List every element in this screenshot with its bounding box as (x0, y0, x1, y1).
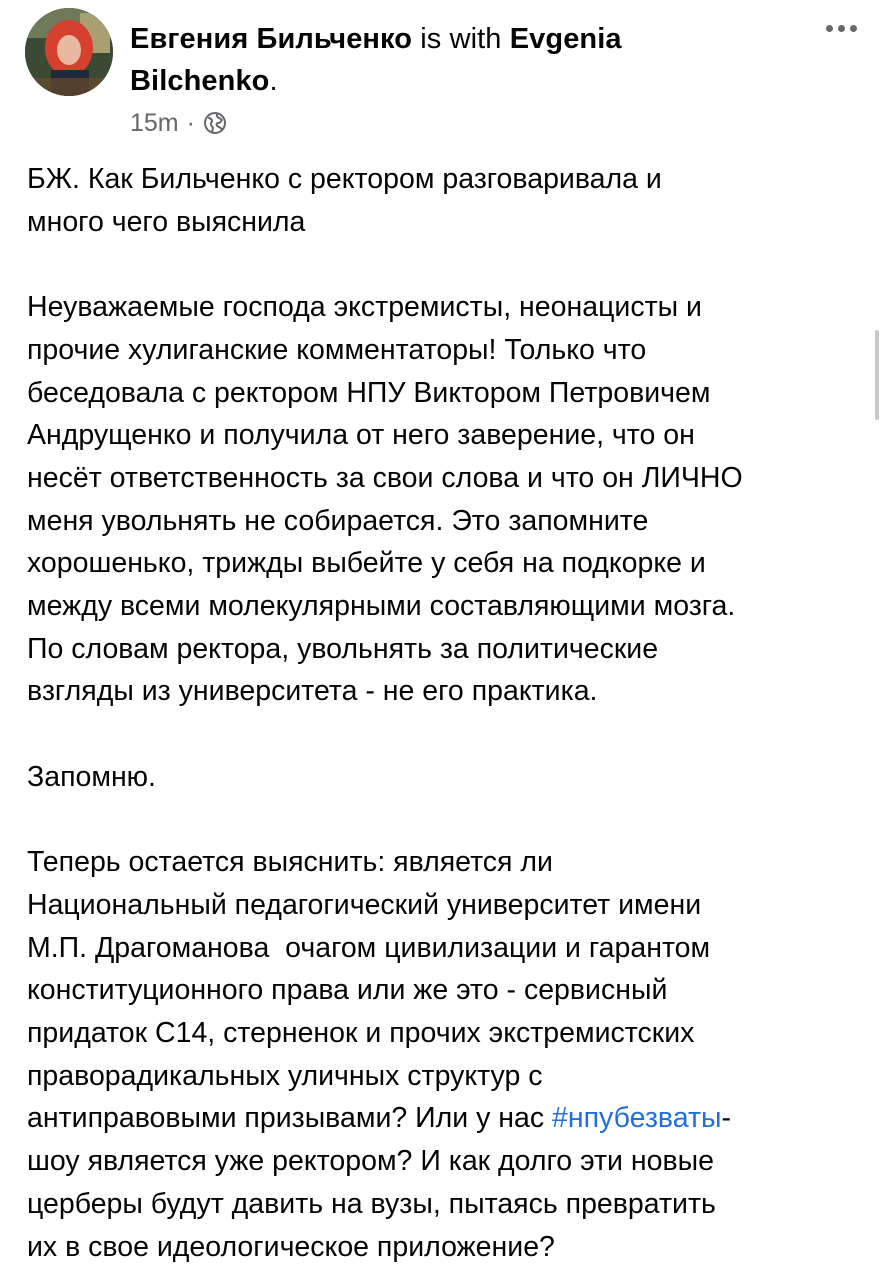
with-text: is with (412, 23, 510, 55)
text-line: Теперь остается выяснить: является ли (27, 846, 553, 879)
text-line: шоу является уже ректором? И как долго эти новые (27, 1145, 714, 1178)
dot (838, 25, 845, 32)
paragraph-title (27, 158, 867, 243)
text-line: праворадикальных уличных структур с (27, 1059, 543, 1092)
avatar-image (25, 8, 113, 96)
text-line: БЖ. Как Бильченко с ректором разговаривала и (27, 163, 662, 195)
dot (850, 25, 857, 32)
text-line: беседовала с ректором НПУ Виктором Петровичем (27, 376, 711, 409)
text-line: между всеми молекулярными составляющими мозга. (27, 590, 736, 623)
text-line: Неуважаемые господа экстремисты, неонацисты и (27, 291, 702, 324)
text-line: хорошенько, трижды выбейте у себя на подкорке и (27, 547, 706, 580)
paragraph-short (27, 756, 867, 799)
text-line: прочие хулиганские комментаторы! Только что (27, 333, 647, 366)
text-line: церберы будут давить на вузы, пытаясь превратить (27, 1187, 716, 1220)
text-line: конституционного права или же это - сервисный (27, 974, 668, 1007)
text-before-hashtag: антиправовыми призывами? Или у нас (27, 1102, 553, 1135)
dot (826, 25, 833, 32)
post-body (27, 158, 867, 1268)
text-line (27, 1097, 867, 1140)
tagged-name-first[interactable]: Evgenia (509, 23, 622, 55)
text-after-hashtag: - (721, 1102, 731, 1135)
text-line: придаток С14, стерненок и прочих экстремистских (27, 1017, 695, 1050)
tagged-name-last[interactable]: Bilchenko (130, 65, 270, 97)
text-line: много чего выяснила (27, 205, 306, 238)
globe-icon[interactable] (203, 111, 227, 135)
text-line: меня увольнять не собирается. Это запомните (27, 504, 649, 537)
tagged-suffix: . (269, 65, 278, 97)
text-line: несёт ответственность за свои слова и что он ЛИЧНО (27, 461, 743, 494)
author-name[interactable]: Евгения Бильченко (130, 23, 413, 55)
author-line (130, 18, 810, 102)
scrollbar[interactable] (875, 330, 879, 420)
more-options-icon[interactable] (819, 14, 863, 42)
text-line: По словам ректора, увольнять за политические (27, 632, 659, 665)
text-line: Запомню. (27, 760, 156, 793)
text-line: взгляды из университета - не его практика. (27, 675, 598, 708)
text-line: Национальный педагогический университет имени (27, 888, 702, 921)
post-header (0, 0, 885, 150)
author-avatar[interactable] (25, 8, 113, 96)
text-line: Андрущенко и получила от него заверение, что он (27, 419, 695, 452)
paragraph-closing (27, 841, 867, 1268)
paragraph-main (27, 286, 867, 713)
meta-separator: · (186, 108, 195, 137)
text-line: М.П. Драгоманова очагом цивилизации и гарантом (27, 931, 711, 964)
text-line: их в свое идеологическое приложение? (27, 1230, 555, 1263)
hashtag-link[interactable]: #нпубезваты (552, 1102, 722, 1135)
post-timestamp[interactable]: 15m (130, 108, 179, 137)
post-meta (130, 106, 227, 140)
